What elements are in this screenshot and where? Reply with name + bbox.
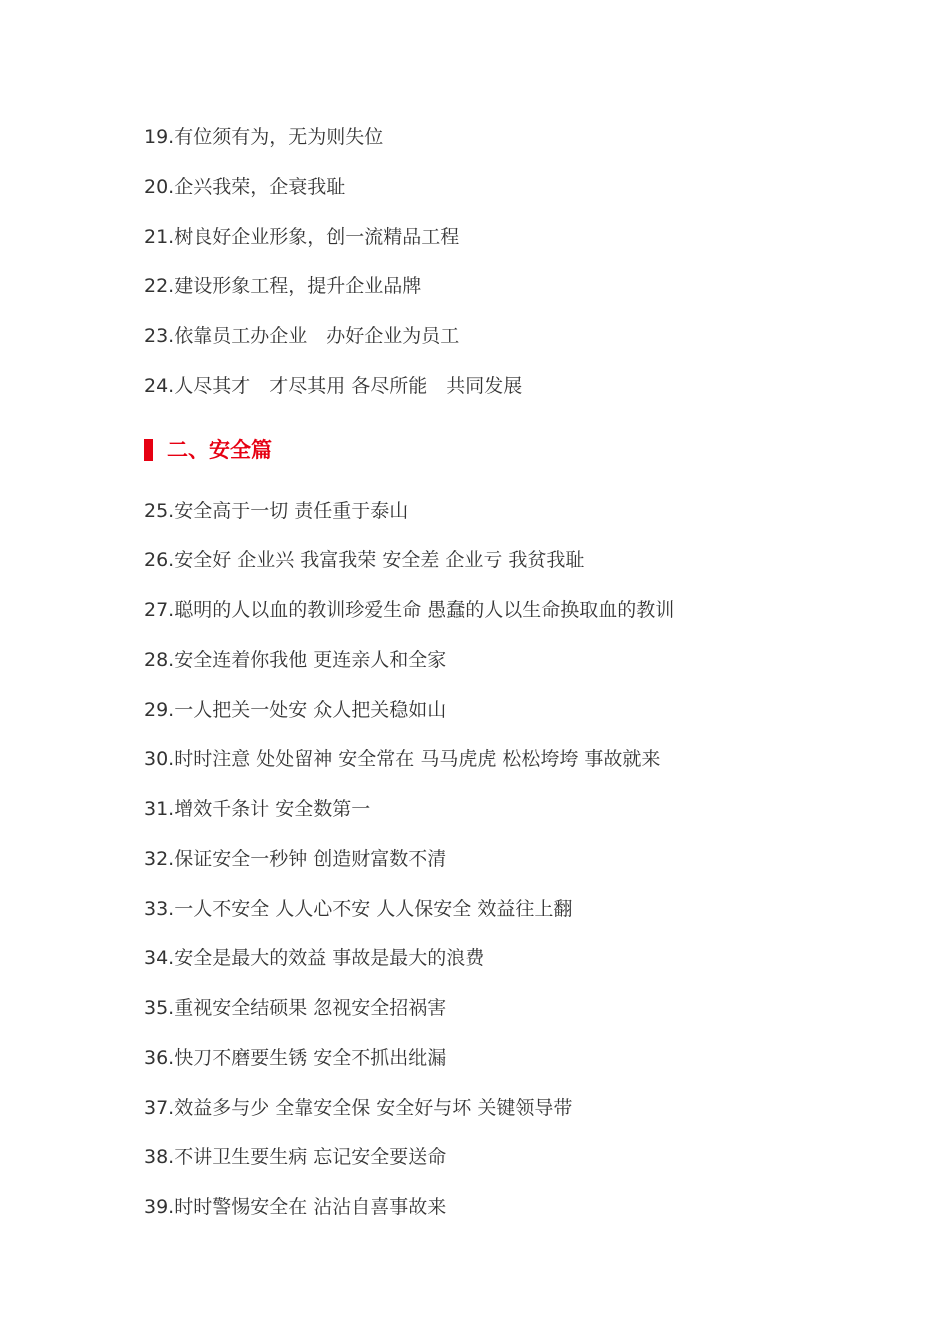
list-item: 19.有位须有为，无为则失位 — [144, 126, 384, 148]
list-item: 36.快刀不磨要生锈 安全不抓出纰漏 — [144, 1047, 447, 1069]
list-item: 30.时时注意 处处留神 安全常在 马马虎虎 松松垮垮 事故就来 — [144, 748, 661, 770]
list-item: 37.效益多与少 全靠安全保 安全好与坏 关键领导带 — [144, 1097, 573, 1119]
list-item: 26.安全好 企业兴 我富我荣 安全差 企业亏 我贫我耻 — [144, 549, 585, 571]
heading-accent-bar — [144, 439, 153, 461]
list-item: 33.一人不安全 人人心不安 人人保安全 效益往上翻 — [144, 898, 573, 920]
list-item: 39.时时警惕安全在 沾沾自喜事故来 — [144, 1196, 447, 1218]
list-item: 29.一人把关一处安 众人把关稳如山 — [144, 699, 447, 721]
list-item: 31.增效千条计 安全数第一 — [144, 798, 371, 820]
list-item: 35.重视安全结硕果 忽视安全招祸害 — [144, 997, 447, 1019]
section-heading — [144, 436, 272, 464]
list-item: 38.不讲卫生要生病 忘记安全要送命 — [144, 1146, 447, 1168]
list-item: 24.人尽其才 才尽其用 各尽所能 共同发展 — [144, 375, 523, 397]
list-item: 34.安全是最大的效益 事故是最大的浪费 — [144, 947, 485, 969]
list-item: 27.聪明的人以血的教训珍爱生命 愚蠢的人以生命换取血的教训 — [144, 599, 675, 621]
list-item: 20.企兴我荣，企衰我耻 — [144, 176, 346, 198]
section-title: 二、安全篇 — [167, 438, 272, 462]
list-item: 23.依靠员工办企业 办好企业为员工 — [144, 325, 460, 347]
list-item: 22.建设形象工程，提升企业品牌 — [144, 275, 422, 297]
list-item: 28.安全连着你我他 更连亲人和全家 — [144, 649, 447, 671]
list-item: 21.树良好企业形象，创一流精品工程 — [144, 226, 460, 248]
list-item: 25.安全高于一切 责任重于泰山 — [144, 500, 409, 522]
list-item: 32.保证安全一秒钟 创造财富数不清 — [144, 848, 447, 870]
